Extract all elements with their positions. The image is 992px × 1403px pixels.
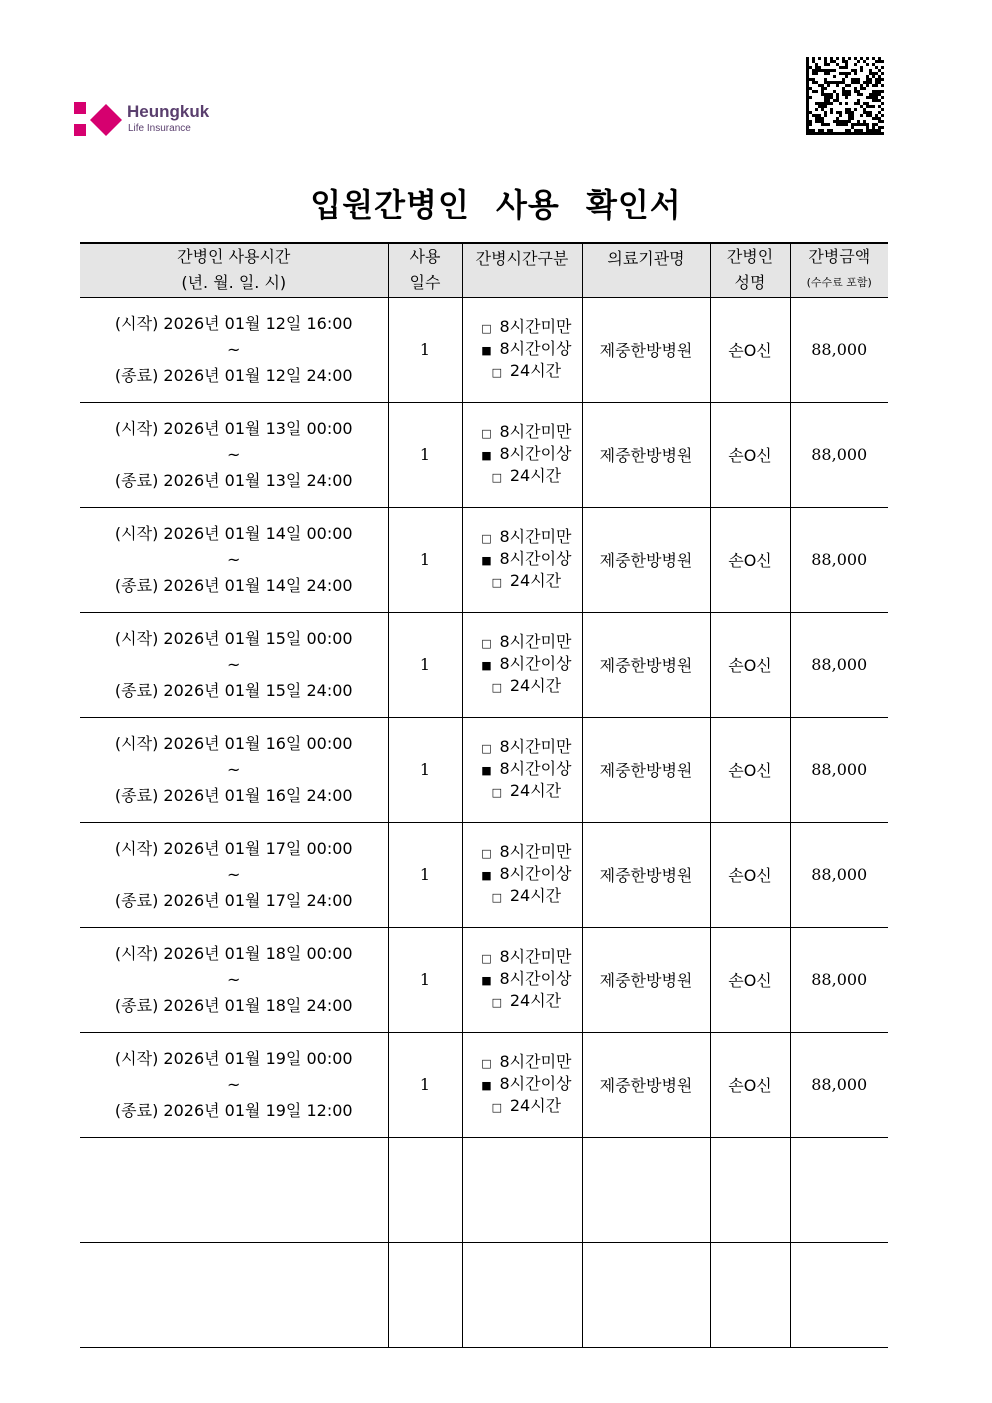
header-period-line1: 간병인 사용시간: [177, 247, 291, 267]
cell-caregiver: 손O신: [710, 717, 790, 822]
table-row: [80, 717, 888, 822]
cell-hospital: 제중한방병원: [582, 822, 710, 927]
unchecked-box-icon: □: [481, 741, 492, 755]
cell-caregiver: 손O신: [710, 612, 790, 717]
cell-care-type: [462, 507, 582, 612]
care-type-label: 24시간: [509, 675, 562, 695]
cell-hospital: 제중한방병원: [582, 612, 710, 717]
header-days: [388, 243, 462, 297]
empty-cell: [388, 1242, 462, 1347]
unchecked-box-icon: □: [481, 426, 492, 440]
checked-box-icon: ■: [481, 553, 492, 567]
unchecked-box-icon: □: [481, 846, 492, 860]
checked-box-icon: ■: [481, 763, 492, 777]
header-hospital-label: 의료기관명: [607, 249, 685, 268]
cell-days: 1: [388, 507, 462, 612]
checked-box-icon: ■: [481, 448, 492, 462]
empty-cell: [462, 1242, 582, 1347]
header-type-label: 간병시간구분: [475, 249, 569, 268]
cell-days: 1: [388, 297, 462, 402]
table-header-row: [80, 243, 888, 297]
period-start: (시작) 2026년 01월 13일 00:00: [114, 418, 353, 438]
care-type-label: 8시간이상: [499, 653, 572, 673]
empty-cell: [582, 1242, 710, 1347]
care-type-label: 8시간이상: [499, 1073, 572, 1093]
cell-period: [80, 507, 388, 612]
care-type-option: [470, 317, 582, 339]
care-type-option: [470, 947, 582, 969]
care-type-option: [470, 571, 582, 593]
period-end: (종료) 2026년 01월 13일 24:00: [114, 470, 353, 490]
period-start: (시작) 2026년 01월 12일 16:00: [114, 313, 353, 333]
period-end: (종료) 2026년 01월 16일 24:00: [114, 785, 353, 805]
header-period-line2: (년. 월. 일. 시): [181, 273, 287, 293]
period-end: (종료) 2026년 01월 19일 12:00: [114, 1100, 353, 1120]
cell-days: 1: [388, 612, 462, 717]
care-type-label: 8시간미만: [499, 316, 572, 336]
empty-cell: [710, 1137, 790, 1242]
period-separator: ~: [227, 759, 241, 779]
table-row: [80, 1032, 888, 1137]
table-row: [80, 822, 888, 927]
care-type-label: 24시간: [509, 360, 562, 380]
cell-days: 1: [388, 402, 462, 507]
care-type-option: [470, 969, 582, 991]
table-row: [80, 297, 888, 402]
care-type-label: 24시간: [509, 885, 562, 905]
header-amount: [790, 243, 888, 297]
period-start: (시작) 2026년 01월 15일 00:00: [114, 628, 353, 648]
cell-amount: 88,000: [790, 507, 888, 612]
care-type-label: 24시간: [509, 465, 562, 485]
care-type-option: [470, 864, 582, 886]
cell-caregiver: 손O신: [710, 402, 790, 507]
cell-hospital: 제중한방병원: [582, 927, 710, 1032]
unchecked-box-icon: □: [491, 365, 503, 379]
period-separator: ~: [227, 549, 241, 569]
empty-table-row: [80, 1242, 888, 1347]
care-type-label: 8시간미만: [499, 526, 572, 546]
cell-caregiver: 손O신: [710, 822, 790, 927]
care-type-label: 8시간이상: [499, 548, 572, 568]
period-start: (시작) 2026년 01월 19일 00:00: [114, 1048, 353, 1068]
cell-caregiver: 손O신: [710, 297, 790, 402]
cell-period: [80, 717, 388, 822]
header-days-line2: 일수: [409, 273, 441, 293]
unchecked-box-icon: □: [481, 1056, 492, 1070]
unchecked-box-icon: □: [491, 1100, 503, 1114]
care-type-label: 8시간미만: [499, 841, 572, 861]
cell-amount: 88,000: [790, 1032, 888, 1137]
empty-cell: [582, 1137, 710, 1242]
cell-care-type: [462, 612, 582, 717]
cell-hospital: 제중한방병원: [582, 507, 710, 612]
cell-period: [80, 612, 388, 717]
header-days-line1: 사용: [409, 247, 441, 267]
care-type-label: 8시간미만: [499, 736, 572, 756]
table-row: [80, 927, 888, 1032]
period-end: (종료) 2026년 01월 18일 24:00: [114, 995, 353, 1015]
table-row: [80, 612, 888, 717]
cell-days: 1: [388, 927, 462, 1032]
checked-box-icon: ■: [481, 1078, 492, 1092]
care-type-label: 8시간이상: [499, 338, 572, 358]
care-type-option: [470, 1074, 582, 1096]
cell-amount: 88,000: [790, 297, 888, 402]
checked-box-icon: ■: [481, 343, 492, 357]
unchecked-box-icon: □: [491, 680, 503, 694]
unchecked-box-icon: □: [481, 951, 492, 965]
cell-care-type: [462, 297, 582, 402]
empty-cell: [790, 1137, 888, 1242]
period-end: (종료) 2026년 01월 15일 24:00: [114, 680, 353, 700]
header-type: [462, 243, 582, 297]
care-type-option: [470, 549, 582, 571]
period-end: (종료) 2026년 01월 14일 24:00: [114, 575, 353, 595]
cell-days: 1: [388, 1032, 462, 1137]
care-type-option: [470, 991, 582, 1013]
header-caregiver: [710, 243, 790, 297]
table-row: [80, 507, 888, 612]
cell-amount: 88,000: [790, 717, 888, 822]
cell-caregiver: 손O신: [710, 507, 790, 612]
header-hospital: [582, 243, 710, 297]
period-separator: ~: [227, 654, 241, 674]
unchecked-box-icon: □: [481, 531, 492, 545]
unchecked-box-icon: □: [491, 470, 503, 484]
care-type-label: 8시간미만: [499, 1051, 572, 1071]
period-start: (시작) 2026년 01월 14일 00:00: [114, 523, 353, 543]
care-type-option: [470, 527, 582, 549]
caregiver-usage-table: [80, 242, 888, 1348]
care-type-label: 8시간이상: [499, 758, 572, 778]
care-type-label: 24시간: [509, 990, 562, 1010]
care-type-label: 24시간: [509, 1095, 562, 1115]
cell-period: [80, 1032, 388, 1137]
header-caregiver-line1: 간병인: [726, 247, 774, 267]
header-period: [80, 243, 388, 297]
period-separator: ~: [227, 1074, 241, 1094]
care-type-option: [470, 781, 582, 803]
cell-caregiver: 손O신: [710, 927, 790, 1032]
care-type-option: [470, 654, 582, 676]
cell-hospital: 제중한방병원: [582, 717, 710, 822]
period-separator: ~: [227, 444, 241, 464]
cell-period: [80, 297, 388, 402]
empty-cell: [80, 1137, 388, 1242]
datamatrix-barcode-icon: [806, 57, 884, 135]
logo-name: Heungkuk: [127, 102, 210, 121]
care-type-option: [470, 842, 582, 864]
checked-box-icon: ■: [481, 868, 492, 882]
period-separator: ~: [227, 864, 241, 884]
care-type-option: [470, 632, 582, 654]
care-type-option: [470, 361, 582, 383]
cell-amount: 88,000: [790, 612, 888, 717]
care-type-option: [470, 737, 582, 759]
header-caregiver-line2: 성명: [734, 273, 766, 293]
unchecked-box-icon: □: [491, 785, 503, 799]
page-title: 입원간병인 사용 확인서: [310, 186, 682, 224]
care-type-option: [470, 759, 582, 781]
checked-box-icon: ■: [481, 973, 492, 987]
care-type-option: [470, 1052, 582, 1074]
unchecked-box-icon: □: [491, 995, 503, 1009]
cell-days: 1: [388, 717, 462, 822]
care-type-option: [470, 444, 582, 466]
header-amount-line2: (수수료 포함): [806, 276, 872, 290]
care-type-label: 8시간이상: [499, 443, 572, 463]
empty-cell: [388, 1137, 462, 1242]
empty-cell: [80, 1242, 388, 1347]
cell-days: 1: [388, 822, 462, 927]
care-type-option: [470, 886, 582, 908]
unchecked-box-icon: □: [491, 575, 503, 589]
cell-amount: 88,000: [790, 402, 888, 507]
period-start: (시작) 2026년 01월 17일 00:00: [114, 838, 353, 858]
cell-period: [80, 927, 388, 1032]
period-start: (시작) 2026년 01월 18일 00:00: [114, 943, 353, 963]
cell-period: [80, 402, 388, 507]
period-separator: ~: [227, 969, 241, 989]
cell-care-type: [462, 402, 582, 507]
empty-cell: [790, 1242, 888, 1347]
cell-care-type: [462, 927, 582, 1032]
care-type-label: 24시간: [509, 780, 562, 800]
cell-hospital: 제중한방병원: [582, 402, 710, 507]
care-type-label: 8시간미만: [499, 421, 572, 441]
unchecked-box-icon: □: [481, 321, 492, 335]
period-end: (종료) 2026년 01월 17일 24:00: [114, 890, 353, 910]
cell-period: [80, 822, 388, 927]
unchecked-box-icon: □: [491, 890, 503, 904]
empty-table-row: [80, 1137, 888, 1242]
cell-hospital: 제중한방병원: [582, 297, 710, 402]
header-amount-line1: 간병금액: [808, 247, 871, 267]
cell-care-type: [462, 1032, 582, 1137]
care-type-label: 8시간미만: [499, 631, 572, 651]
period-separator: ~: [227, 339, 241, 359]
care-type-label: 8시간이상: [499, 863, 572, 883]
logo-mark-icon: [72, 100, 122, 140]
cell-care-type: [462, 822, 582, 927]
care-type-label: 8시간미만: [499, 946, 572, 966]
cell-hospital: 제중한방병원: [582, 1032, 710, 1137]
company-logo: [72, 100, 242, 140]
empty-cell: [710, 1242, 790, 1347]
cell-care-type: [462, 717, 582, 822]
care-type-label: 24시간: [509, 570, 562, 590]
care-type-option: [470, 1096, 582, 1118]
period-end: (종료) 2026년 01월 12일 24:00: [114, 365, 353, 385]
cell-amount: 88,000: [790, 927, 888, 1032]
care-type-label: 8시간이상: [499, 968, 572, 988]
care-type-option: [470, 422, 582, 444]
cell-amount: 88,000: [790, 822, 888, 927]
logo-subtitle: Life Insurance: [128, 123, 191, 134]
care-type-option: [470, 466, 582, 488]
unchecked-box-icon: □: [481, 636, 492, 650]
cell-caregiver: 손O신: [710, 1032, 790, 1137]
empty-cell: [462, 1137, 582, 1242]
table-row: [80, 402, 888, 507]
care-type-option: [470, 676, 582, 698]
checked-box-icon: ■: [481, 658, 492, 672]
care-type-option: [470, 339, 582, 361]
period-start: (시작) 2026년 01월 16일 00:00: [114, 733, 353, 753]
